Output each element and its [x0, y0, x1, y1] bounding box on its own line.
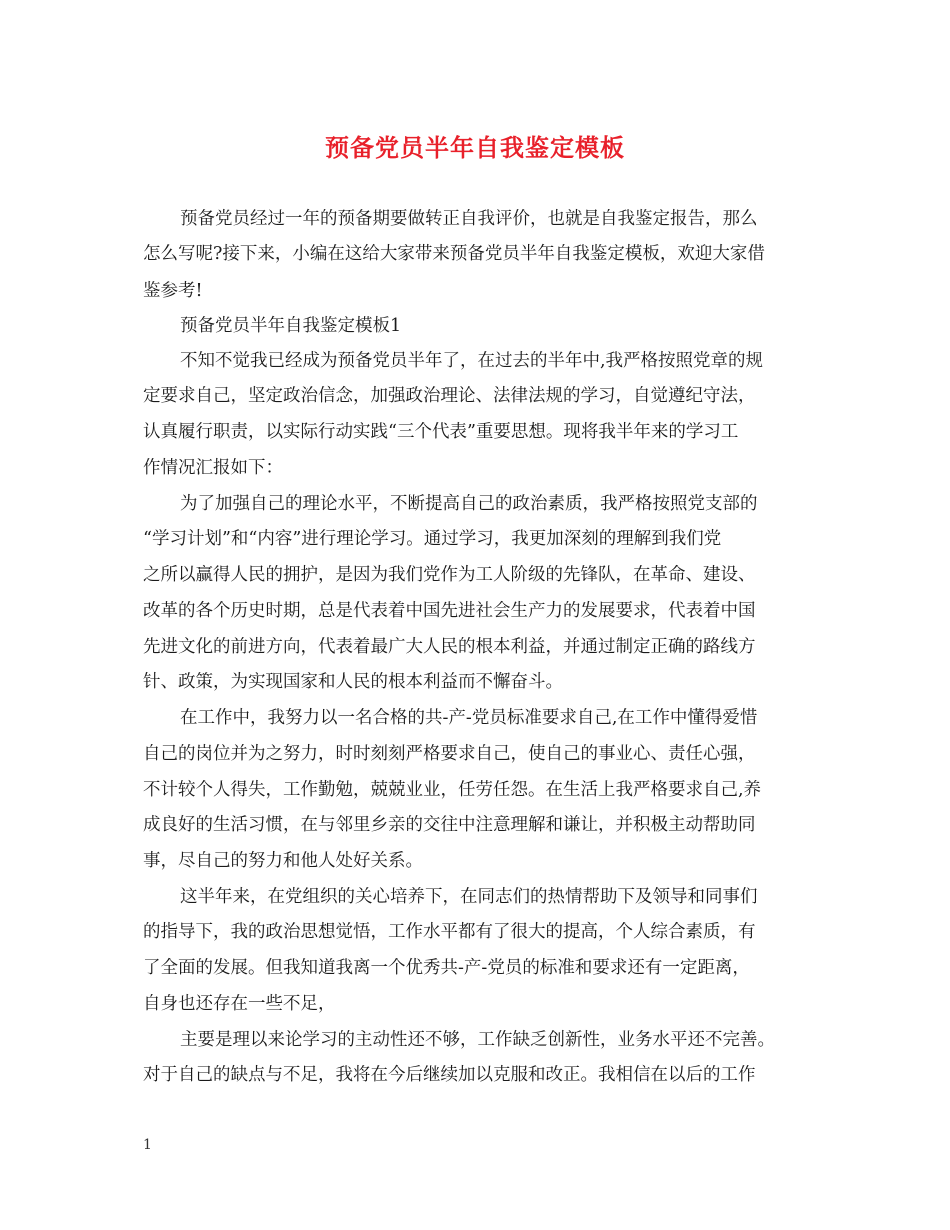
text-line: 不知不觉我已经成为预备党员半年了，在过去的半年中,我严格按照党章的规	[180, 351, 764, 371]
section-heading: 预备党员半年自我鉴定模板1	[180, 316, 402, 336]
text-line: 预备党员经过一年的预备期要做转正自我评价，也就是自我鉴定报告，那么	[180, 209, 758, 229]
text-line: 作情况汇报如下：	[143, 458, 283, 478]
text-line: 事，尽自己的努力和他人处好关系。	[143, 851, 423, 871]
text-line: 鉴参考!	[143, 281, 203, 301]
text-line: 为了加强自己的理论水平，不断提高自己的政治素质，我严格按照党支部的	[180, 494, 758, 514]
text-line: 主要是理以来论学习的主动性还不够，工作缺乏创新性，业务水平还不完善。	[180, 1030, 775, 1050]
text-line: 在工作中，我努力以一名合格的共-产-党员标准要求自己,在工作中懂得爱惜	[180, 708, 758, 728]
text-line: 对于自己的缺点与不足，我将在今后继续加以克服和改正。我相信在以后的工作	[143, 1065, 756, 1085]
text-line: 认真履行职责，以实际行动实践“三个代表”重要思想。现将我半年来的学习工	[143, 422, 739, 442]
text-line: 针、政策，为实现国家和人民的根本利益而不懈奋斗。	[143, 672, 563, 692]
text-line: 改革的各个历史时期，总是代表着中国先进社会生产力的发展要求，代表着中国	[143, 601, 756, 621]
text-line: 的指导下，我的政治思想觉悟，工作水平都有了很大的提高，个人综合素质，有	[143, 922, 756, 942]
text-line: 定要求自己，坚定政治信念，加强政治理论、法律法规的学习，自觉遵纪守法，	[143, 386, 756, 406]
text-line: 自身也还存在一些不足，	[143, 994, 336, 1014]
text-line: 不计较个人得失，工作勤勉，兢兢业业，任劳任怨。在生活上我严格要求自己,养	[143, 780, 762, 800]
page-number: 1	[143, 1137, 152, 1153]
document-title: 预备党员半年自我鉴定模板	[325, 134, 625, 162]
text-line: 成良好的生活习惯，在与邻里乡亲的交往中注意理解和谦让，并积极主动帮助同	[143, 815, 756, 835]
text-line: 怎么写呢?接下来，小编在这给大家带来预备党员半年自我鉴定模板，欢迎大家借	[143, 244, 765, 264]
text-line: “学习计划”和“内容”进行理论学习。通过学习，我更加深刻的理解到我们党	[143, 529, 722, 549]
text-line: 了全面的发展。但我知道我离一个优秀共-产-党员的标准和要求还有一定距离，	[143, 958, 750, 978]
text-line: 先进文化的前进方向，代表着最广大人民的根本利益，并通过制定正确的路线方	[143, 637, 756, 657]
text-line: 之所以赢得人民的拥护，是因为我们党作为工人阶级的先锋队，在革命、建设、	[143, 565, 756, 585]
text-line: 这半年来，在党组织的关心培养下，在同志们的热情帮助下及领导和同事们	[180, 887, 758, 907]
text-line: 自己的岗位并为之努力，时时刻刻严格要求自己，使自己的事业心、责任心强，	[143, 744, 756, 764]
